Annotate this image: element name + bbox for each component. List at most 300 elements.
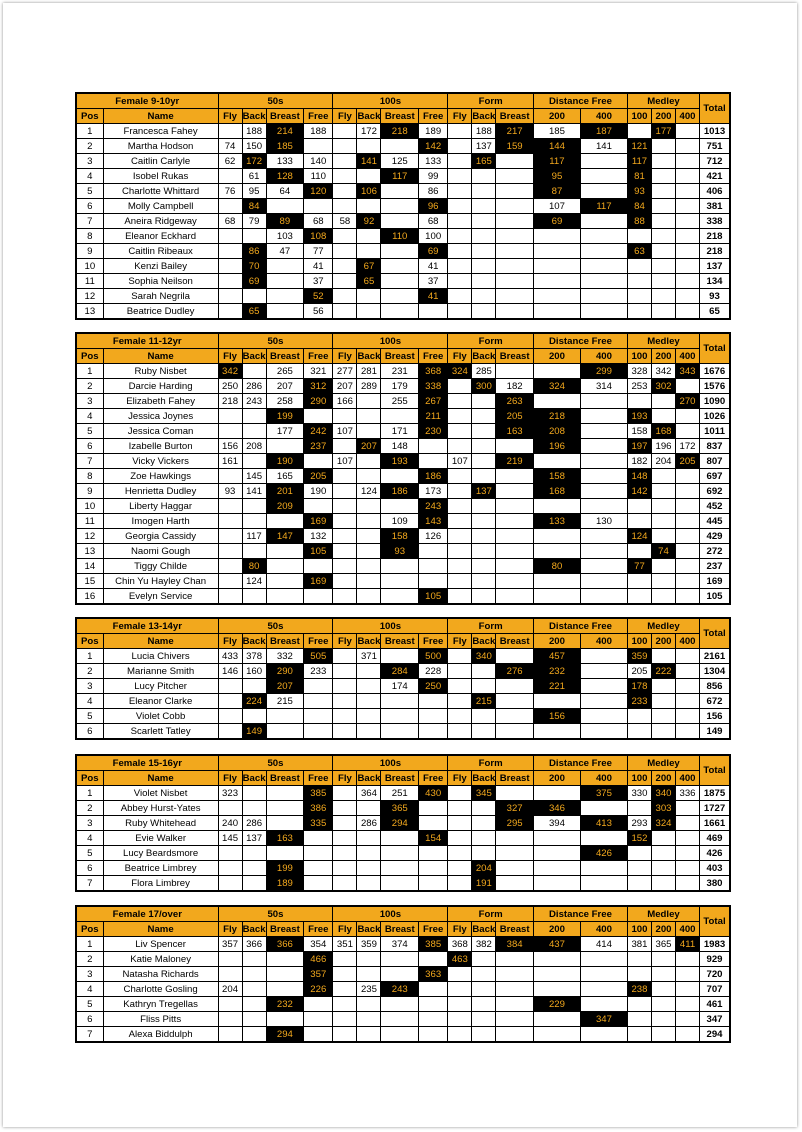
table-row	[76, 544, 730, 559]
score-cell	[580, 289, 627, 304]
score-cell: 230	[419, 424, 448, 439]
score-cell	[381, 259, 419, 274]
score-cell	[651, 559, 675, 574]
age-group-title: Female 17/over	[76, 906, 218, 922]
score-cell	[381, 274, 419, 289]
table-row	[76, 289, 730, 304]
score-cell	[472, 801, 496, 816]
score-cell	[381, 304, 419, 320]
subheader-row	[76, 771, 730, 786]
age-group-title: Female 9-10yr	[76, 93, 218, 109]
score-cell	[580, 214, 627, 229]
score-cell	[651, 1027, 675, 1043]
stroke-group-header: Form	[448, 333, 534, 349]
score-cell: 87	[533, 184, 580, 199]
score-cell: 375	[580, 786, 627, 801]
position-cell: 6	[76, 861, 103, 876]
score-cell	[304, 846, 333, 861]
score-cell	[627, 876, 651, 892]
swimmer-name: Jessica Coman	[103, 424, 218, 439]
position-cell: 6	[76, 439, 103, 454]
swimmer-name: Eleanor Clarke	[103, 694, 218, 709]
total-cell: 1304	[700, 664, 730, 679]
score-cell	[472, 724, 496, 740]
event-header: Free	[304, 634, 333, 649]
score-cell: 165	[266, 469, 304, 484]
table-row	[76, 709, 730, 724]
score-cell	[381, 139, 419, 154]
total-cell: 1875	[700, 786, 730, 801]
score-cell	[496, 289, 534, 304]
score-cell	[472, 952, 496, 967]
score-cell	[242, 846, 266, 861]
score-cell: 235	[357, 982, 381, 997]
score-cell	[381, 709, 419, 724]
event-header: Free	[419, 349, 448, 364]
score-cell	[580, 876, 627, 892]
score-cell	[357, 967, 381, 982]
score-cell: 340	[651, 786, 675, 801]
score-cell	[533, 304, 580, 320]
score-cell: 205	[627, 664, 651, 679]
score-cell: 69	[242, 274, 266, 289]
name-header: Name	[103, 349, 218, 364]
score-cell	[533, 846, 580, 861]
table-row	[76, 997, 730, 1012]
score-cell: 276	[496, 664, 534, 679]
score-cell: 250	[218, 379, 242, 394]
score-cell	[496, 274, 534, 289]
score-cell	[472, 244, 496, 259]
table-row	[76, 439, 730, 454]
score-cell	[651, 876, 675, 892]
position-cell: 4	[76, 831, 103, 846]
table-row	[76, 937, 730, 952]
score-cell	[333, 469, 357, 484]
score-cell	[676, 559, 700, 574]
swimmer-name: Martha Hodson	[103, 139, 218, 154]
age-group-title: Female 15-16yr	[76, 755, 218, 771]
score-cell	[580, 394, 627, 409]
score-cell: 242	[304, 424, 333, 439]
event-header: Free	[304, 109, 333, 124]
score-cell	[419, 439, 448, 454]
score-cell	[580, 154, 627, 169]
score-cell: 96	[419, 199, 448, 214]
score-cell: 117	[533, 154, 580, 169]
score-cell	[357, 544, 381, 559]
score-cell	[381, 861, 419, 876]
total-cell: 381	[700, 199, 730, 214]
score-cell	[242, 876, 266, 892]
score-cell	[333, 997, 357, 1012]
score-cell: 338	[419, 379, 448, 394]
results-table	[75, 617, 731, 740]
swimmer-name: Francesca Fahey	[103, 124, 218, 139]
score-cell	[580, 184, 627, 199]
score-cell: 144	[533, 139, 580, 154]
score-cell	[304, 559, 333, 574]
pos-header: Pos	[76, 771, 103, 786]
score-cell: 218	[533, 409, 580, 424]
score-cell: 294	[266, 1027, 304, 1043]
total-header: Total	[700, 333, 730, 364]
swimmer-name: Abbey Hurst-Yates	[103, 801, 218, 816]
score-cell	[357, 199, 381, 214]
swimmer-name: Tiggy Childe	[103, 559, 218, 574]
score-cell	[676, 876, 700, 892]
score-cell	[496, 544, 534, 559]
score-cell: 186	[419, 469, 448, 484]
score-cell	[651, 229, 675, 244]
score-cell: 196	[533, 439, 580, 454]
score-cell	[266, 952, 304, 967]
swimmer-name: Natasha Richards	[103, 967, 218, 982]
total-cell: 169	[700, 574, 730, 589]
score-cell	[304, 861, 333, 876]
score-cell: 270	[676, 394, 700, 409]
score-cell	[381, 409, 419, 424]
total-cell: 712	[700, 154, 730, 169]
event-header: Back	[242, 110, 266, 122]
score-cell	[676, 214, 700, 229]
score-cell: 394	[533, 816, 580, 831]
event-header: Breast	[496, 922, 534, 937]
score-cell	[218, 469, 242, 484]
score-cell	[472, 289, 496, 304]
score-cell	[496, 304, 534, 320]
score-cell	[676, 997, 700, 1012]
score-cell: 108	[304, 229, 333, 244]
score-cell	[333, 244, 357, 259]
score-cell: 385	[304, 786, 333, 801]
score-cell	[651, 574, 675, 589]
total-header: Total	[700, 618, 730, 649]
score-cell	[218, 574, 242, 589]
score-cell: 61	[242, 169, 266, 184]
score-cell	[242, 801, 266, 816]
score-cell	[218, 259, 242, 274]
score-cell	[496, 709, 534, 724]
score-cell	[419, 876, 448, 892]
score-cell	[448, 169, 472, 184]
score-cell: 229	[533, 997, 580, 1012]
pos-header: Pos	[76, 349, 103, 364]
table-row	[76, 139, 730, 154]
score-cell	[676, 1027, 700, 1043]
score-cell: 92	[357, 214, 381, 229]
position-cell: 6	[76, 199, 103, 214]
score-cell	[381, 952, 419, 967]
score-cell	[381, 589, 419, 605]
score-cell	[333, 184, 357, 199]
score-cell	[419, 846, 448, 861]
score-cell	[218, 679, 242, 694]
score-cell	[496, 514, 534, 529]
score-cell: 185	[266, 139, 304, 154]
score-cell	[472, 259, 496, 274]
score-cell: 437	[533, 937, 580, 952]
swimmer-name: Sophia Neilson	[103, 274, 218, 289]
position-cell: 12	[76, 529, 103, 544]
score-cell	[242, 709, 266, 724]
score-cell	[651, 1012, 675, 1027]
score-cell: 243	[242, 394, 266, 409]
score-cell: 215	[472, 694, 496, 709]
position-cell: 11	[76, 514, 103, 529]
score-cell	[448, 229, 472, 244]
subheader-row	[76, 922, 730, 937]
score-cell	[533, 544, 580, 559]
stroke-group-header: Medley	[627, 906, 699, 922]
results-table	[75, 332, 731, 605]
score-cell	[381, 214, 419, 229]
score-cell: 255	[381, 394, 419, 409]
score-cell: 145	[218, 831, 242, 846]
score-cell	[333, 439, 357, 454]
score-cell	[651, 709, 675, 724]
score-cell	[448, 424, 472, 439]
score-cell: 286	[242, 379, 266, 394]
score-cell	[533, 952, 580, 967]
score-cell: 284	[381, 664, 419, 679]
event-header: Fly	[333, 771, 357, 786]
position-cell: 13	[76, 544, 103, 559]
score-cell	[496, 589, 534, 605]
score-cell	[533, 364, 580, 379]
stroke-group-header: 50s	[218, 906, 333, 922]
event-header: Back	[357, 923, 381, 935]
score-cell: 141	[357, 154, 381, 169]
score-cell	[676, 424, 700, 439]
stroke-group-header: 100s	[333, 333, 448, 349]
score-cell	[357, 679, 381, 694]
swimmer-name: Naomi Gough	[103, 544, 218, 559]
score-cell	[676, 574, 700, 589]
score-cell: 150	[242, 139, 266, 154]
score-cell	[448, 1012, 472, 1027]
score-cell	[496, 364, 534, 379]
score-cell: 218	[218, 394, 242, 409]
score-cell: 149	[242, 724, 266, 740]
score-cell: 128	[266, 169, 304, 184]
table-row	[76, 154, 730, 169]
score-cell	[333, 199, 357, 214]
score-cell	[357, 709, 381, 724]
score-cell: 68	[304, 214, 333, 229]
total-cell: 237	[700, 559, 730, 574]
score-cell: 321	[304, 364, 333, 379]
score-cell	[333, 409, 357, 424]
swimmer-name: Charlotte Gosling	[103, 982, 218, 997]
score-cell	[266, 259, 304, 274]
score-cell: 196	[651, 439, 675, 454]
event-header: 400	[580, 634, 627, 649]
swimmer-name: Elizabeth Fahey	[103, 394, 218, 409]
score-cell: 158	[533, 469, 580, 484]
score-cell	[266, 574, 304, 589]
score-cell: 359	[357, 937, 381, 952]
swimmer-name: Evelyn Service	[103, 589, 218, 605]
score-cell	[676, 529, 700, 544]
event-header: Back	[357, 350, 381, 362]
score-cell	[333, 786, 357, 801]
score-cell: 173	[419, 484, 448, 499]
score-cell: 56	[304, 304, 333, 320]
position-cell: 2	[76, 379, 103, 394]
score-cell: 132	[304, 529, 333, 544]
score-cell	[218, 846, 242, 861]
score-cell	[676, 244, 700, 259]
score-cell	[676, 544, 700, 559]
score-cell	[333, 709, 357, 724]
score-cell	[472, 454, 496, 469]
stroke-group-header: 100s	[333, 906, 448, 922]
swimmer-name: Fliss Pitts	[103, 1012, 218, 1027]
score-cell	[676, 484, 700, 499]
score-cell: 80	[242, 559, 266, 574]
event-header: Back	[357, 635, 381, 647]
table-row	[76, 831, 730, 846]
score-cell	[651, 199, 675, 214]
score-cell	[419, 997, 448, 1012]
stroke-group-header: Medley	[627, 93, 699, 109]
score-cell	[627, 514, 651, 529]
score-cell	[651, 184, 675, 199]
score-cell	[218, 1012, 242, 1027]
score-cell	[381, 469, 419, 484]
swimmer-name: Izabelle Burton	[103, 439, 218, 454]
total-cell: 93	[700, 289, 730, 304]
score-cell: 382	[472, 937, 496, 952]
total-cell: 1090	[700, 394, 730, 409]
score-cell: 299	[580, 364, 627, 379]
score-cell	[676, 649, 700, 664]
score-cell	[448, 514, 472, 529]
table-row	[76, 801, 730, 816]
score-cell	[472, 709, 496, 724]
score-cell	[266, 1012, 304, 1027]
swimmer-name: Darcie Harding	[103, 379, 218, 394]
score-cell: 265	[266, 364, 304, 379]
score-cell	[333, 529, 357, 544]
position-cell: 3	[76, 967, 103, 982]
table-row	[76, 724, 730, 740]
score-cell	[266, 199, 304, 214]
event-header: Breast	[381, 349, 419, 364]
score-cell	[448, 664, 472, 679]
score-cell: 147	[266, 529, 304, 544]
score-cell	[357, 831, 381, 846]
score-cell	[651, 861, 675, 876]
position-cell: 4	[76, 694, 103, 709]
table-row	[76, 679, 730, 694]
score-cell: 64	[266, 184, 304, 199]
score-cell: 107	[333, 424, 357, 439]
score-cell: 93	[627, 184, 651, 199]
header-row	[76, 906, 730, 922]
score-cell	[448, 484, 472, 499]
score-cell: 500	[419, 649, 448, 664]
total-cell: 338	[700, 214, 730, 229]
score-cell	[651, 982, 675, 997]
event-header: Free	[304, 349, 333, 364]
score-cell	[266, 274, 304, 289]
score-cell	[357, 861, 381, 876]
score-cell: 368	[419, 364, 448, 379]
total-cell: 452	[700, 499, 730, 514]
score-cell: 69	[419, 244, 448, 259]
total-cell: 272	[700, 544, 730, 559]
score-cell	[357, 394, 381, 409]
score-cell	[472, 559, 496, 574]
score-cell: 324	[533, 379, 580, 394]
score-cell: 137	[472, 484, 496, 499]
score-cell	[218, 409, 242, 424]
score-cell: 107	[448, 454, 472, 469]
position-cell: 12	[76, 289, 103, 304]
score-cell: 117	[580, 199, 627, 214]
swimmer-name: Eleanor Eckhard	[103, 229, 218, 244]
score-cell	[580, 589, 627, 605]
event-header: 400	[580, 771, 627, 786]
position-cell: 2	[76, 801, 103, 816]
score-cell	[533, 574, 580, 589]
score-cell	[627, 574, 651, 589]
score-cell	[676, 289, 700, 304]
score-cell	[496, 559, 534, 574]
score-cell	[304, 139, 333, 154]
score-cell	[580, 229, 627, 244]
table-row	[76, 214, 730, 229]
score-cell: 179	[381, 379, 419, 394]
score-cell	[676, 469, 700, 484]
swimmer-name: Scarlett Tatley	[103, 724, 218, 740]
name-header: Name	[103, 771, 218, 786]
score-cell	[381, 876, 419, 892]
table-row	[76, 786, 730, 801]
stroke-group-header: Form	[448, 93, 534, 109]
score-cell	[218, 544, 242, 559]
score-cell	[496, 649, 534, 664]
score-cell	[496, 982, 534, 997]
score-cell: 160	[242, 664, 266, 679]
position-cell: 1	[76, 649, 103, 664]
stroke-group-header: 100s	[333, 93, 448, 109]
score-cell: 366	[242, 937, 266, 952]
table-row	[76, 876, 730, 892]
position-cell: 1	[76, 364, 103, 379]
score-cell	[333, 484, 357, 499]
table-row	[76, 484, 730, 499]
position-cell: 4	[76, 169, 103, 184]
stroke-group-header: Distance Free	[533, 333, 627, 349]
total-cell: 429	[700, 529, 730, 544]
score-cell: 62	[218, 154, 242, 169]
score-cell: 207	[266, 379, 304, 394]
score-cell	[496, 154, 534, 169]
score-cell	[472, 982, 496, 997]
score-cell	[381, 724, 419, 740]
table-row	[76, 559, 730, 574]
stroke-group-header: Distance Free	[533, 618, 627, 634]
score-cell: 124	[357, 484, 381, 499]
score-cell	[333, 1012, 357, 1027]
score-cell: 52	[304, 289, 333, 304]
score-cell	[448, 274, 472, 289]
stroke-group-header: 50s	[218, 618, 333, 634]
score-cell	[533, 967, 580, 982]
